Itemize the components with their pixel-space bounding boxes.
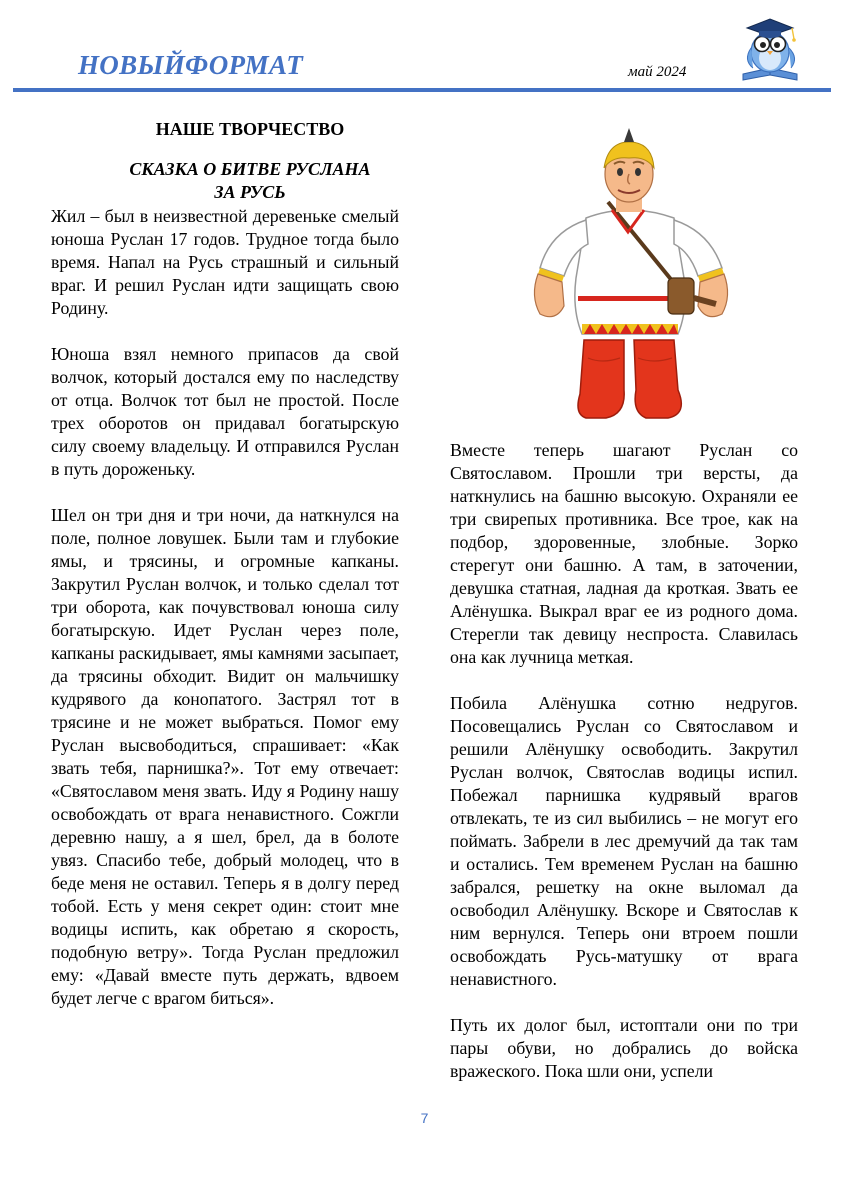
paragraph: Побила Алёнушка сотню недругов. Посовещались Руслан со Святославом и решили Алёнушку освободить. Закрутил Руслан волчок, Святослав водицы испил. Побежал парнишка кудрявый врагов отвлекать, те из сил выбились – не могут его поймать. Забрели в лес дремучий да так там и остались. Тем временем Руслан на башню забрался, решетку на окне выломал да освободил Алёнушку. Вскоре и Святослав к ним вернулся. Теперь они втроем пошли освобождать Русь-матушку от врага ненавистного.	[450, 693, 798, 989]
story-title	[100, 158, 400, 204]
bogatyr-cartoon-image	[528, 128, 734, 424]
magazine-brand: НОВЫЙФОРМАТ	[78, 50, 304, 80]
paragraph: Путь их долог был, истоптали они по три пары обуви, но добрались до войска вражеского. Пока шли они, успели	[450, 1015, 798, 1081]
paragraph: Юноша взял немного припасов да свой волчок, который достался ему по наследству от отца. Волчок тот был не простой. После трех оборотов он придавал богатырскую силу своему владельцу. И отправился Руслан в путь дороженьку.	[51, 344, 399, 479]
owl-graduate-icon	[737, 8, 803, 84]
right-text-column	[450, 439, 798, 1083]
left-text-column	[51, 205, 399, 1010]
paragraph: Вместе теперь шагают Руслан со Святославом. Прошли три версты, да наткнулись на башню высокую. Охраняли ее три свирепых противника. Все трое, как на подбор, здоровенные, злобные. Зорко стерегут они башню. А там, в заточении, девушка статная, ладная да кроткая. Звать ее Алёнушка. Выкрал враг ее из родного дома. Стерегли так девицу неспроста. Славилась она как лучница меткая.	[450, 440, 798, 667]
paragraph: Шел он три дня и три ночи, да наткнулся на поле, полное ловушек. Были там и глубокие ямы, и трясины, и огромные капканы. Закрутил Руслан волчок, и только сделал тот три оборота, как почувствовал юноша силу богатырскую. Идет Руслан через поле, капканы раскидывает, ямы камнями засыпает, да трясины обходит. Видит он мальчишку кудрявого да конопатого. Застрял тот в трясине и не может выбраться. Помог ему Руслан высвободиться, спрашивает: «Как звать тебя, парнишка?». Тот ему отвечает: «Святославом меня звать. Иду я Родину нашу освобождать от врага ненавистного. Сожгли деревню нашу, а я шел, брел, да в болоте увяз. Спасибо тебе, добрый молодец, что в беде меня не оставил. Теперь я в долгу перед тобой. Есть у меня секрет один: стоит мне водицы испить, как обретаю я скорость, подобную ветру». Тогда Руслан предложил ему: «Давай вместе путь держать, вдвоем будет легче с врагом биться».	[51, 505, 399, 1008]
story-title-line-1: СКАЗКА О БИТВЕ РУСЛАНА	[129, 159, 371, 179]
paragraph: Жил – был в неизвестной деревеньке смелый юноша Руслан 17 годов. Трудное тогда было время. Напал на Русь страшный и сильный враг. И решил Руслан идти защищать свою Родину.	[51, 206, 399, 318]
section-title: НАШЕ ТВОРЧЕСТВО	[155, 119, 345, 139]
header-divider	[13, 88, 831, 92]
issue-date: май 2024	[628, 64, 687, 80]
story-title-line-2: ЗА РУСЬ	[214, 182, 286, 202]
page-number: 7	[420, 1110, 429, 1126]
